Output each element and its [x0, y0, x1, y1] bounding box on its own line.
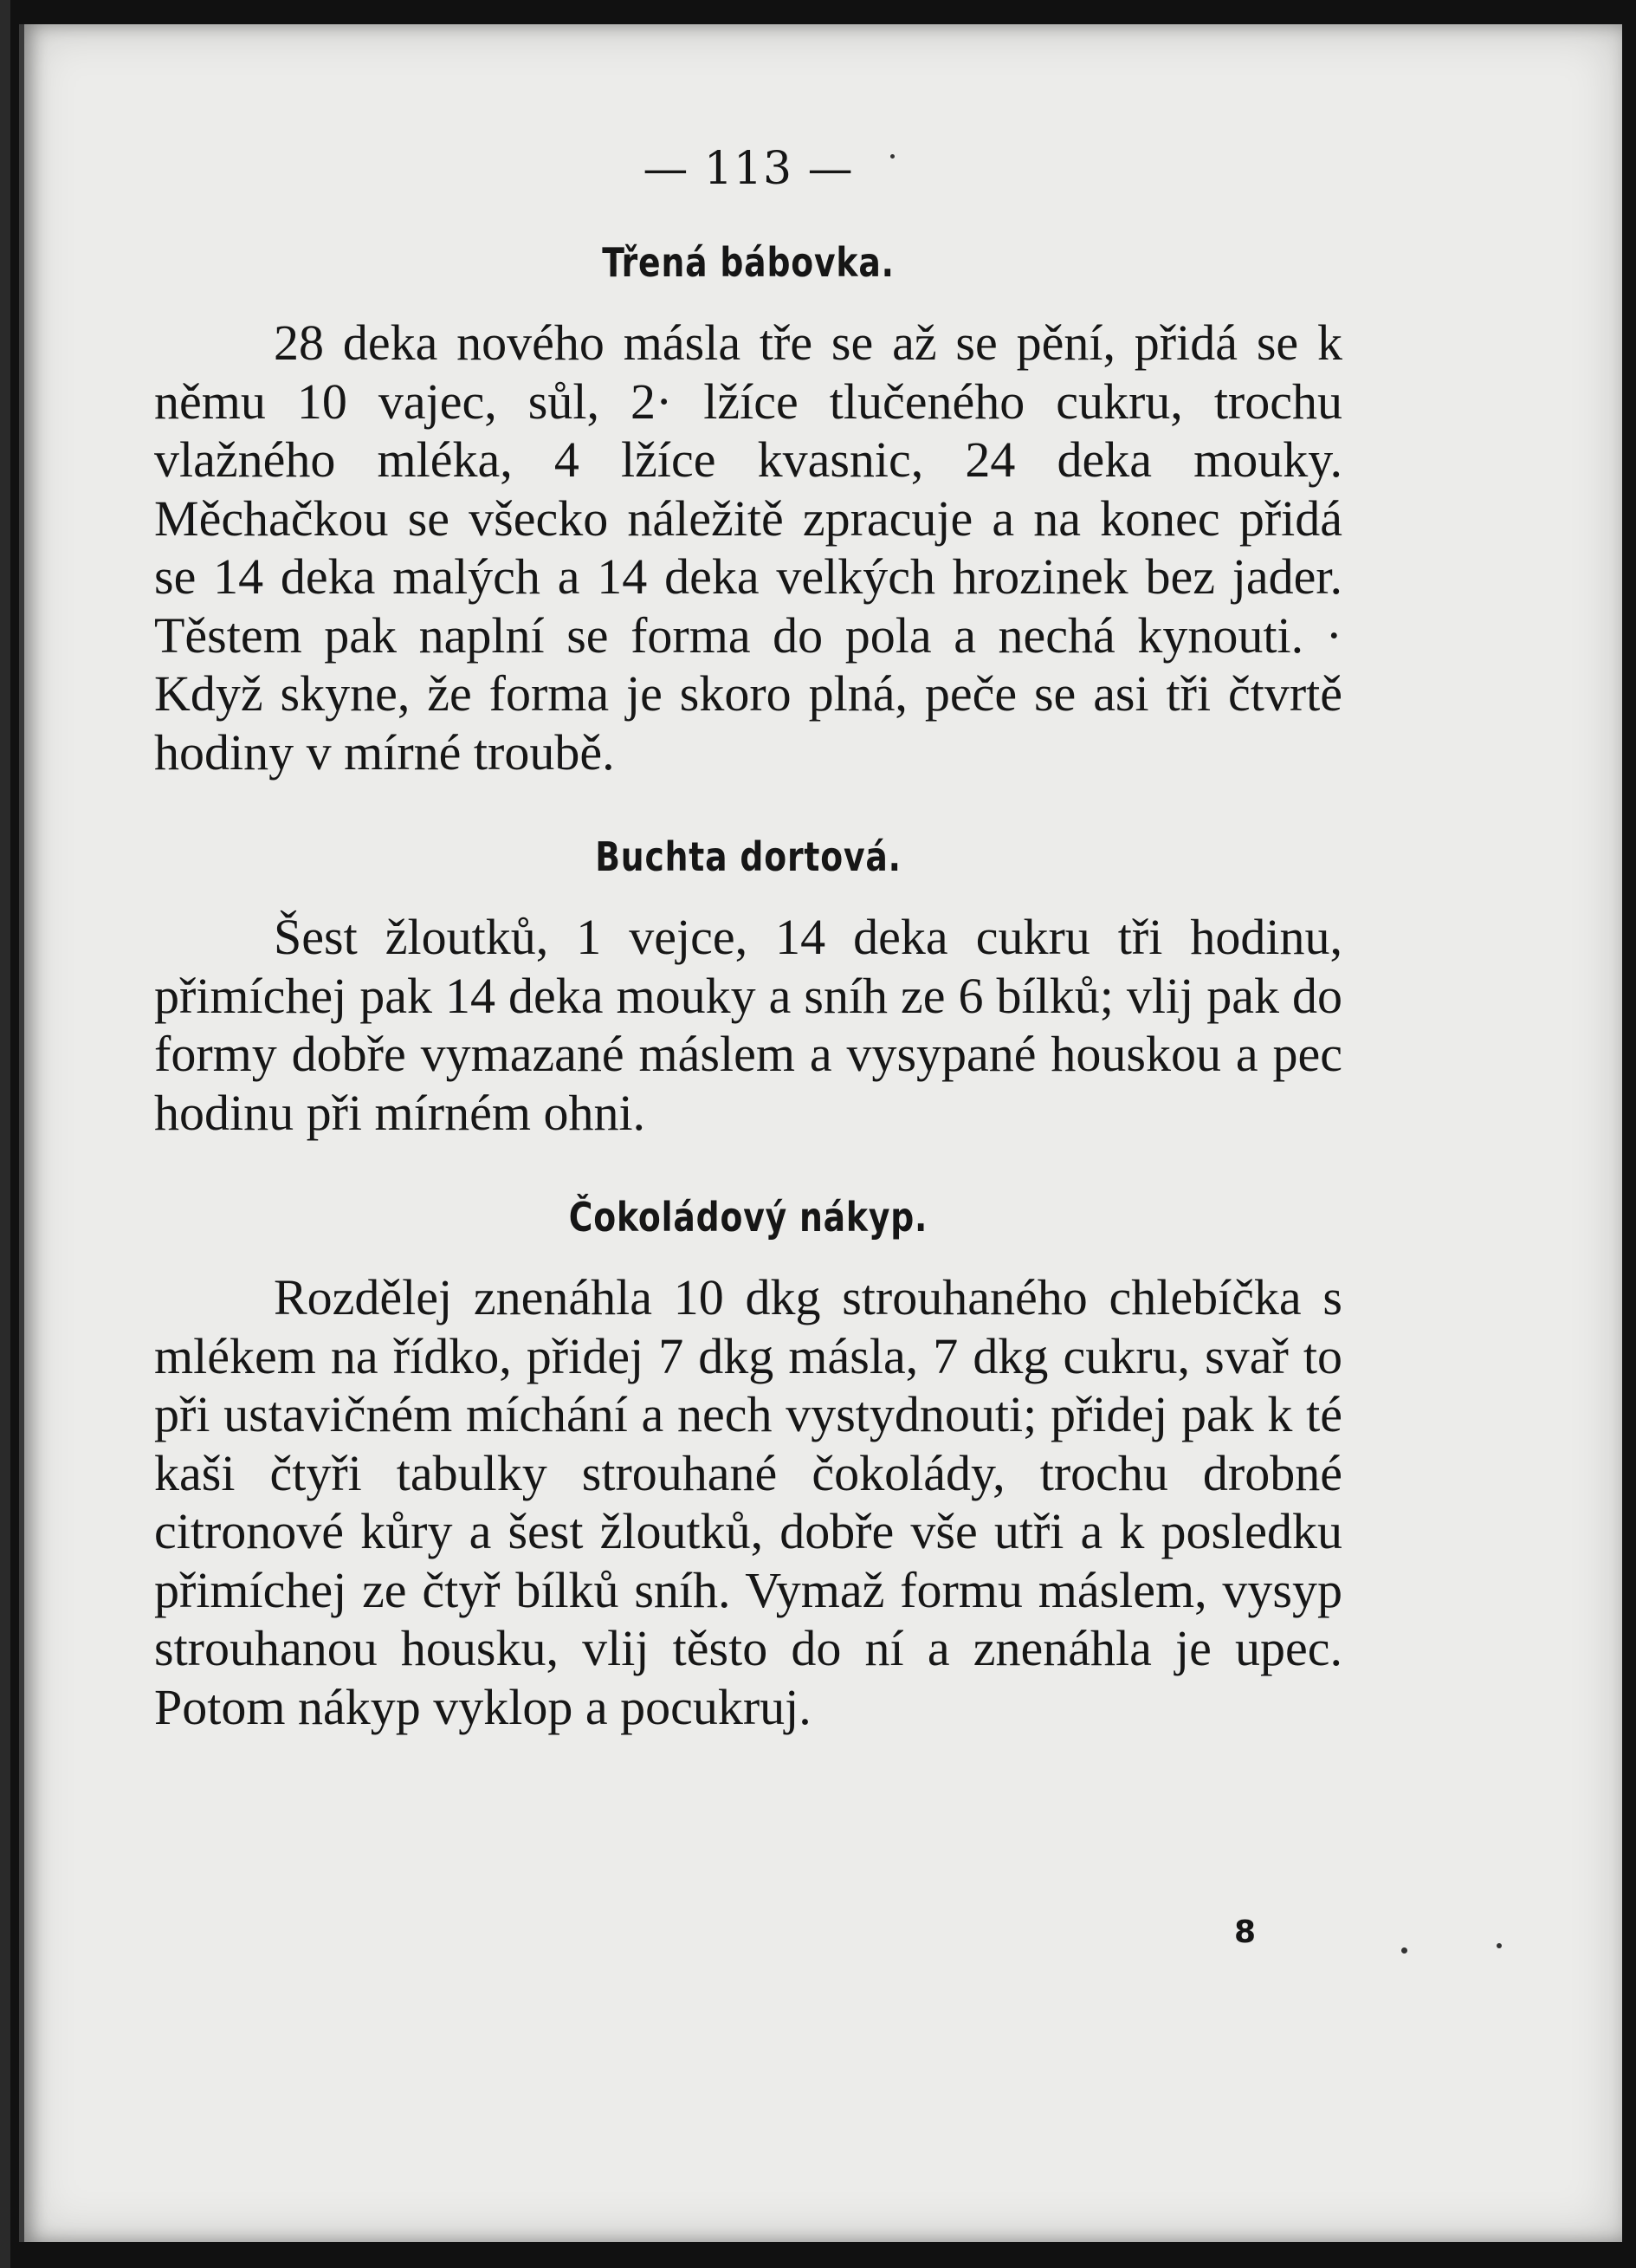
recipe-body: Rozdělej znenáhla 10 dkg strouhaného chlebíčka s mlékem na řídko, přidej 7 dkg másla, 7 dkg cukru, svař to při ustavičném míchání a nech vystydnouti; přidej pak k té kaši čtyři tabulky strouhané čokolády, trochu drobné citronové kůry a šest žloutků, dobře vše utři a k posledku přimíchej ze čtyř bílků sníh. Vymaž formu máslem, vysyp strouhanou housku, vlij těsto do ní a znenáhla je upec. Potom nákyp vyklop a pocukruj. — [154, 1269, 1342, 1735]
recipe-title: Třená bábovka. — [602, 239, 895, 286]
recipe-title: Čokoládový nákyp. — [568, 1194, 928, 1241]
recipe-trena-babovka — [154, 232, 1342, 781]
recipe-body: 28 deka nového másla tře se až se pění, přidá se k němu 10 vajec, sůl, 2· lžíce tlučeného cukru, trochu vlažného mléka, 4 lžíce kvasnic, 24 deka mouky. Měchačkou se všecko náležitě zpracuje a na konec přidá se 14 deka malých a 14 deka velkých hrozinek bez jader. Těstem pak naplní se forma do pola a nechá kynouti. · Když skyne, že forma je skoro plná, peče se asi tři čtvrtě hodiny v mírné troubě. — [154, 314, 1342, 781]
page-number: — 113 — — [643, 143, 854, 195]
ink-speck — [1497, 1943, 1502, 1948]
recipe-title: Buchta dortová. — [595, 833, 902, 880]
recipe-buchta-dortova — [154, 826, 1342, 1142]
ink-speck — [1401, 1947, 1407, 1954]
signature-mark: 8 — [1234, 1915, 1257, 1950]
recipe-cokoladovy-nakyp — [154, 1187, 1342, 1736]
recipe-body: Šest žloutků, 1 vejce, 14 deka cukru tři hodinu, přimíchej pak 14 deka mouky a sníh ze 6 bílků; vlij pak do formy dobře vymazané máslem a vysypané houskou a pec hodinu při mírném ohni. — [154, 909, 1342, 1141]
book-spine-edge — [0, 0, 10, 2268]
page-content — [154, 139, 1342, 1736]
